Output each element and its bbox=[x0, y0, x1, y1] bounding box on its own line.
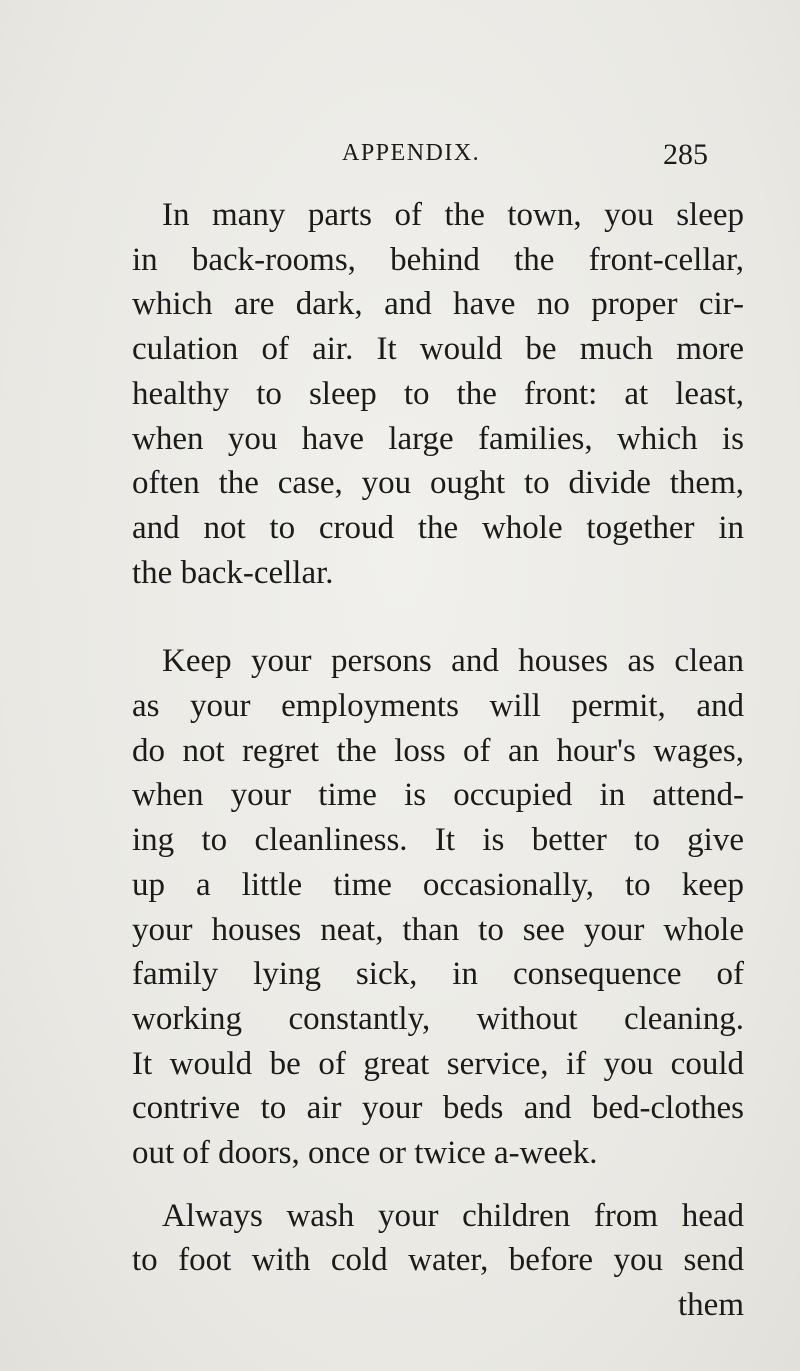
text-line: working constantly, without cleaning. bbox=[132, 1000, 744, 1037]
text-line: culation of air. It would be much more bbox=[132, 331, 744, 368]
paragraph-2 bbox=[132, 639, 744, 1175]
text-line: the back-cellar. bbox=[132, 554, 334, 591]
text-line: contrive to air your beds and bed-clothes bbox=[132, 1090, 744, 1127]
text-line: as your employments will permit, and bbox=[132, 688, 744, 725]
text-line: do not regret the loss of an hour's wages, bbox=[132, 732, 744, 769]
page-header bbox=[0, 138, 800, 178]
text-line: out of doors, once or twice a-week. bbox=[132, 1135, 598, 1172]
page-body bbox=[132, 193, 744, 1328]
paragraph-gap bbox=[132, 1176, 744, 1194]
text-line: healthy to sleep to the front: at least, bbox=[132, 375, 744, 412]
text-line: which are dark, and have no proper cir- bbox=[132, 286, 744, 323]
text-line: to foot with cold water, before you send bbox=[132, 1242, 744, 1279]
text-line: and not to croud the whole together in bbox=[132, 509, 744, 546]
text-line: family lying sick, in consequence of bbox=[132, 956, 744, 993]
paragraph-3 bbox=[132, 1194, 744, 1283]
catchword: them bbox=[678, 1287, 744, 1324]
text-line: It would be of great service, if you could bbox=[132, 1045, 744, 1082]
paragraph-1 bbox=[132, 193, 744, 595]
text-line: in back-rooms, behind the front-cellar, bbox=[132, 241, 744, 278]
text-line: when your time is occupied in attend- bbox=[132, 777, 744, 814]
text-line: Keep your persons and houses as clean bbox=[162, 643, 744, 680]
text-line: Always wash your children from head bbox=[162, 1197, 744, 1234]
text-line: your houses neat, than to see your whole bbox=[132, 911, 744, 948]
text-line: In many parts of the town, you sleep bbox=[162, 197, 744, 233]
text-line: ing to cleanliness. It is better to give bbox=[132, 822, 744, 859]
text-line: when you have large families, which is bbox=[132, 420, 744, 457]
text-line: up a little time occasionally, to keep bbox=[132, 866, 744, 903]
text-line: often the case, you ought to divide them, bbox=[132, 465, 744, 502]
running-title: APPENDIX. bbox=[342, 140, 481, 166]
paragraph-gap bbox=[132, 595, 744, 639]
page-number: 285 bbox=[663, 138, 708, 171]
